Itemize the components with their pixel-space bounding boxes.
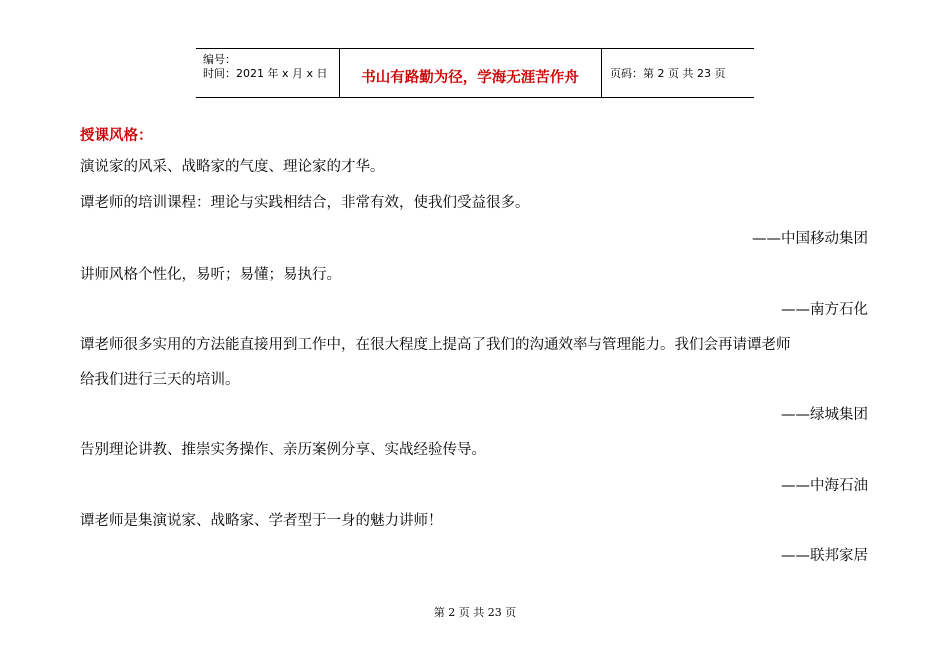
testimonial-attribution: ——中海石油 — [781, 478, 868, 494]
testimonial-text: 谭老师很多实用的方法能直接用到工作中，在很大程度上提高了我们的沟通效率与管理能力。我们会再请谭老师 — [80, 337, 791, 353]
testimonial-attribution: ——联邦家居 — [781, 548, 868, 564]
document-date-label: 时间：2021 年 x 月 x 日 — [203, 67, 328, 80]
testimonial-text: 告别理论讲教、推崇实务操作、亲历案例分享、实战经验传导。 — [80, 442, 486, 458]
testimonial-attribution: ——中国移动集团 — [752, 231, 868, 247]
header-center-cell — [339, 49, 602, 97]
testimonial-text: 演说家的风采、战略家的气度、理论家的才华。 — [80, 159, 385, 175]
testimonial-text: 给我们进行三天的培训。 — [80, 372, 240, 388]
page-header — [196, 48, 754, 98]
testimonial-text: 讲师风格个性化，易听；易懂；易执行。 — [80, 267, 341, 283]
header-motto: 书山有路勤为径，学海无涯苦作舟 — [361, 70, 579, 86]
header-left-cell — [196, 49, 340, 97]
document-number-label: 编号： — [203, 53, 236, 66]
header-right-cell — [602, 49, 754, 97]
testimonial-text: 谭老师的培训课程：理论与实践相结合，非常有效，使我们受益很多。 — [80, 195, 530, 211]
section-title: 授课风格： — [80, 128, 153, 144]
testimonial-attribution: ——南方石化 — [781, 302, 868, 318]
testimonial-text: 谭老师是集演说家、战略家、学者型于一身的魅力讲师！ — [80, 513, 443, 529]
testimonial-attribution: ——绿城集团 — [781, 407, 868, 423]
page-footer: 第 2 页 共 23 页 — [433, 606, 517, 619]
header-page-label: 页码：第 2 页 共 23 页 — [610, 67, 726, 80]
